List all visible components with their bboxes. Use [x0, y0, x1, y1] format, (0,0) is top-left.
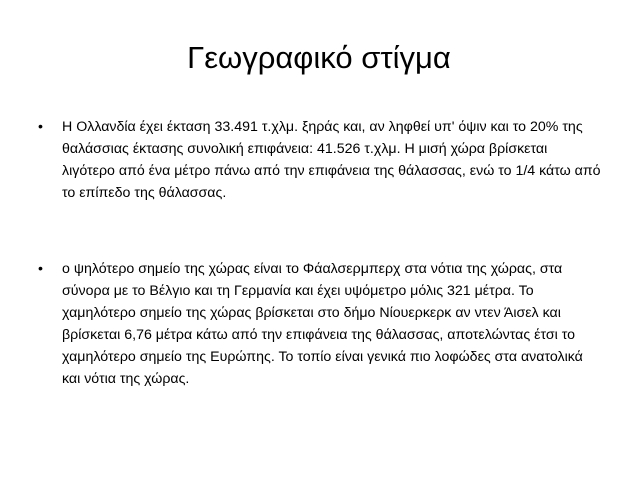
- bullet-text: Η Ολλανδία έχει έκταση 33.491 τ.χλμ. ξηράς και, αν ληφθεί υπ' όψιν και το 20% της θαλάσσιας έκτασης συνολική επιφάνεια: 41.526 τ.χλμ. Η μισή χώρα βρίσκεται λιγότερο από ένα μέτρο πάνω από την επιφάνεια της θάλασσας, ενώ το 1/4 κάτω από το επίπεδο της θάλασσας.: [62, 119, 601, 201]
- slide-title: Γεωγραφικό στίγμα: [187, 40, 451, 75]
- bullet-text: ο ψηλότερο σημείο της χώρας είναι το Φάαλσερμπερχ στα νότια της χώρας, στα σύνορα με το Βέλγιο και τη Γερμανία και έχει υψόμετρο μόλις 321 μέτρα. Το χαμηλότερο σημείο της χώρας βρίσκεται στο δήμο Νίουερκερκ αν ντεν Άισελ και βρίσκεται 6,76 μέτρα κάτω από την επιφάνεια της θάλασσας, αποτελώντας έτσι το χαμηλότερο σημείο της Ευρώπης. Το τοπίο είναι γενικά πιο λοφώδες στα ανατολικά και νότια της χώρας.: [62, 261, 583, 387]
- bullet-marker: •: [38, 261, 43, 277]
- bullet-list: [38, 116, 603, 390]
- bullet-item: [38, 116, 603, 204]
- bullet-item: [38, 258, 603, 390]
- bullet-marker: •: [38, 119, 43, 135]
